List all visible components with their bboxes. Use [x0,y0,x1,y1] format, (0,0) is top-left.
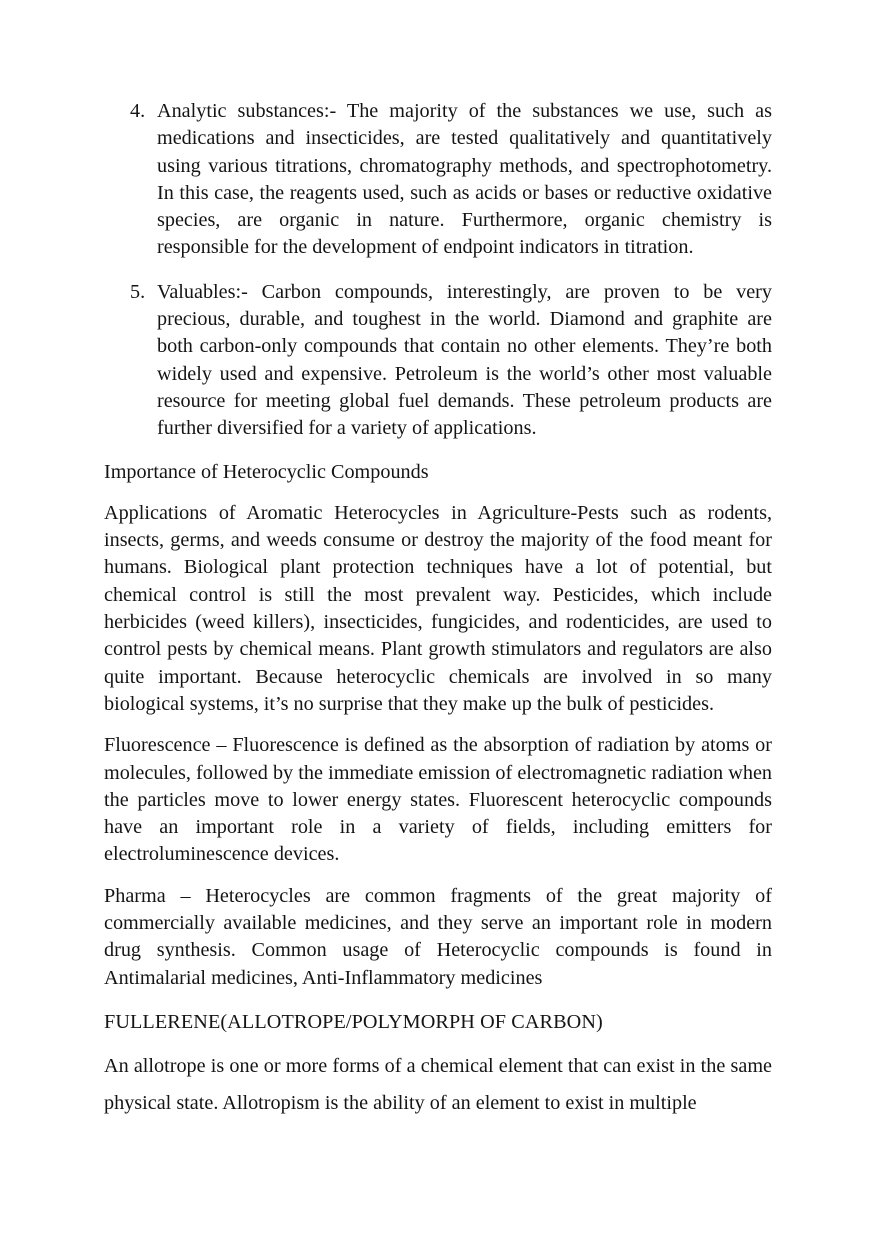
heading-fullerene: FULLERENE(ALLOTROPE/POLYMORPH OF CARBON) [104,1010,603,1033]
paragraph-pharma: Pharma – Heterocycles are common fragments of the great majority of commercially available medicines, and they serve an important role in modern drug synthesis. Common usage of Heterocyclic compounds is found in Antimalarial medicines, Anti-Inflammatory medicines [104,884,772,989]
list-item [104,98,772,262]
list-item [104,279,772,443]
numbered-list [104,98,772,443]
list-item-marker: 4. [130,100,146,122]
list-item-text: Valuables:- Carbon compounds, interestingly, are proven to be very precious, durable, and toughest in the world. Diamond and graphite are both carbon-only compounds that contain no other elements. They’re both widely used and expensive. Petroleum is the world’s other most valuable resource for meeting global fuel demands. These petroleum products are further diversified for a variety of applications. [157,280,772,440]
list-item-text: Analytic substances:- The majority of the substances we use, such as medications and insecticides, are tested qualitatively and quantitatively using various titrations, chromatography methods, and spectrophotometry. In this case, the reagents used, such as acids or bases or reductive oxidative species, are organic in nature. Furthermore, organic chemistry is responsible for the development of endpoint indicators in titration. [157,100,772,259]
paragraph-agriculture: Applications of Aromatic Heterocycles in Agriculture-Pests such as rodents, insects, germs, and weeds consume or destroy the majority of the food meant for humans. Biological plant protection techniques have a lot of potential, but chemical control is still the most prevalent way. Pesticides, which include herbicides (weed killers), insecticides, fungicides, and rodenticides, are used to control pests by chemical means. Plant growth stimulators and regulators are also quite important. Because heterocyclic chemicals are involved in so many biological systems, it’s no surprise that they make up the bulk of pesticides. [104,501,772,715]
document-body [104,98,772,1121]
paragraph-fluorescence: Fluorescence – Fluorescence is defined as the absorption of radiation by atoms or molecules, followed by the immediate emission of electromagnetic radiation when the particles move to lower energy states. Fluorescent heterocyclic compounds have an important role in a variety of fields, including emitters for electroluminescence devices. [104,734,772,866]
paragraph-allotrope: An allotrope is one or more forms of a chemical element that can exist in the same physical state. Allotropism is the ability of an element to exist in multiple [104,1055,772,1114]
list-item-marker: 5. [130,280,146,303]
heading-importance-of-heterocyclic-compounds: Importance of Heterocyclic Compounds [104,460,429,483]
